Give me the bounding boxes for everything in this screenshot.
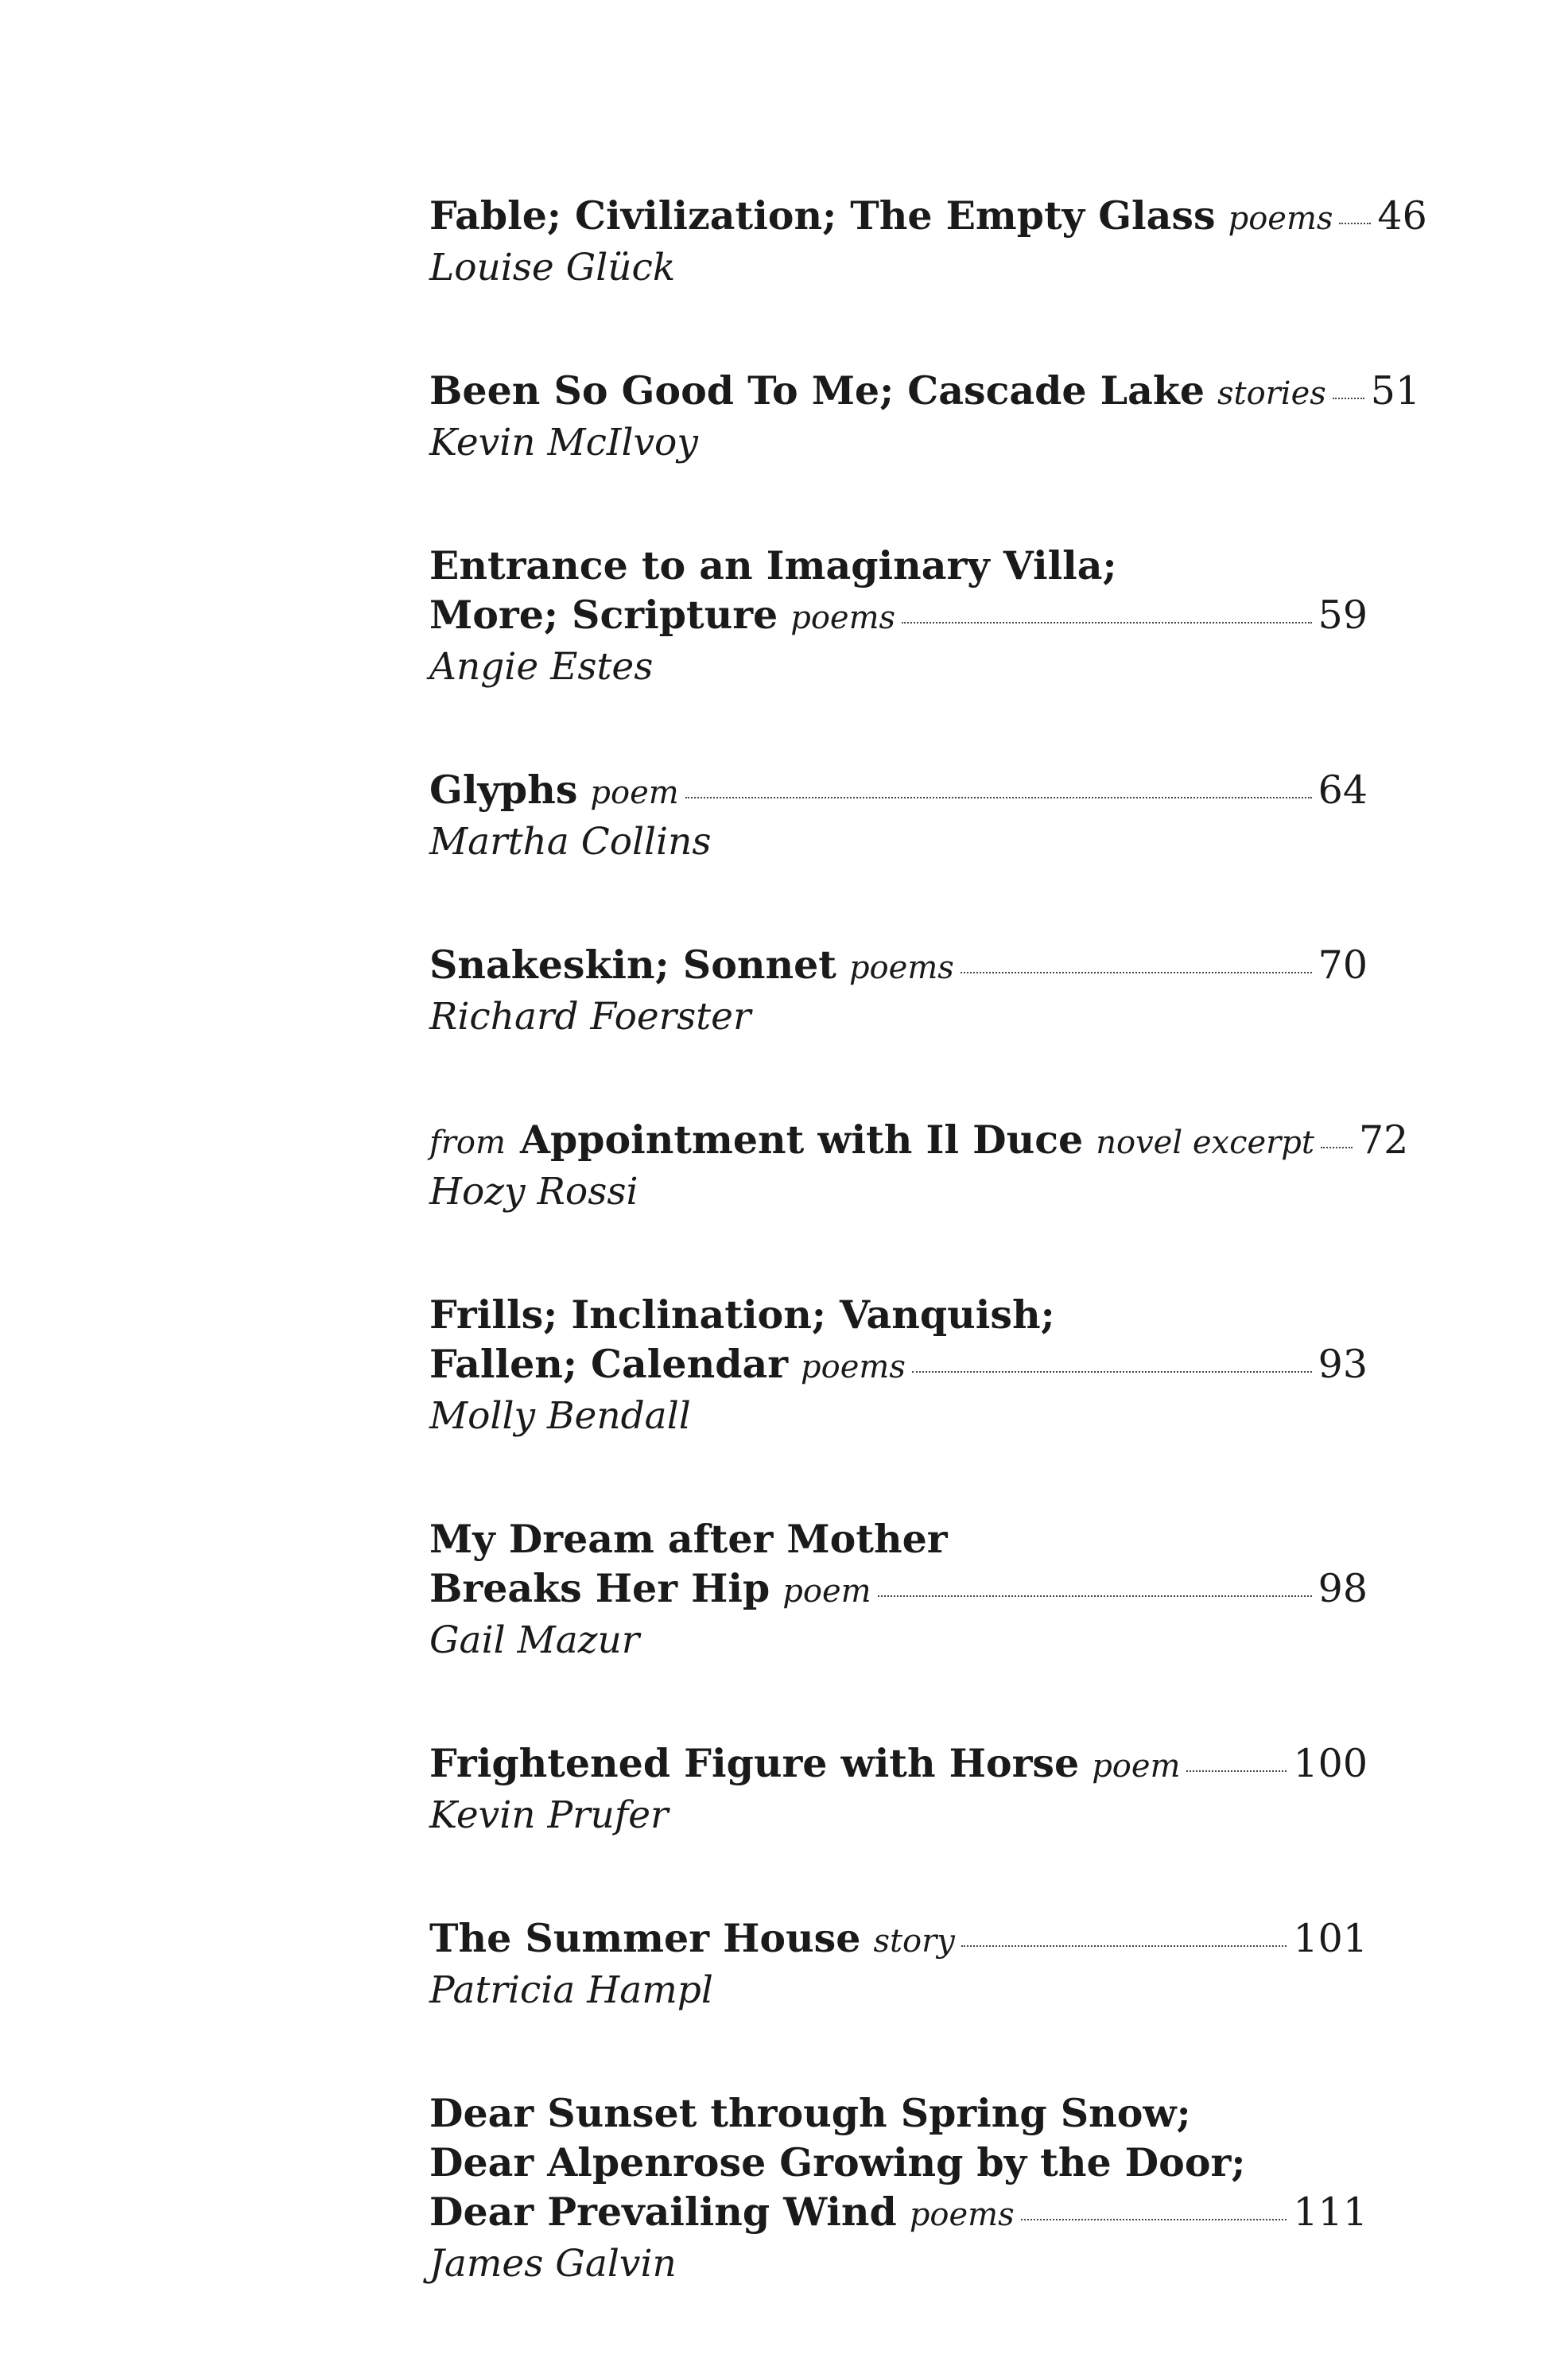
toc-entry (429, 1514, 1368, 1665)
toc-author: Richard Foerster (429, 995, 751, 1039)
toc-page-number: 72 (1358, 1117, 1409, 1163)
toc-title: The Summer House (429, 1915, 861, 1961)
toc-title-row (429, 590, 1368, 643)
toc-title: Fallen; Calendar (429, 1341, 789, 1387)
toc-page-number: 101 (1293, 1916, 1368, 1961)
toc-page-number: 51 (1370, 368, 1421, 414)
toc-title: Appointment with Il Duce (519, 1117, 1084, 1163)
toc-title: Frightened Figure with Horse (429, 1740, 1080, 1786)
toc-page-number: 64 (1318, 767, 1368, 813)
toc-author: Kevin McIlvoy (429, 421, 698, 464)
toc-entry (429, 1115, 1409, 1217)
toc-genre: poem (1092, 1748, 1181, 1785)
toc-page-number: 100 (1293, 1741, 1368, 1786)
dot-leader (878, 1595, 1312, 1597)
dot-leader (1021, 2219, 1287, 2220)
toc-entry (429, 1290, 1368, 1441)
toc-genre: story (873, 1923, 955, 1960)
toc-author: Martha Collins (429, 820, 712, 864)
dot-leader (912, 1371, 1312, 1373)
toc-entry (429, 366, 1421, 468)
toc-page-number: 59 (1318, 592, 1368, 638)
toc-page-number: 46 (1377, 193, 1427, 239)
dot-leader (1321, 1147, 1353, 1148)
toc-title: Fable; Civilization; The Empty Glass (429, 192, 1216, 239)
toc-title: Glyphs (429, 767, 578, 813)
toc-title: Dear Prevailing Wind (429, 2189, 897, 2235)
toc-genre: poems (801, 1349, 906, 1385)
toc-entry (429, 2088, 1368, 2289)
toc-title-line: Dear Sunset through Spring Snow; (429, 2090, 1191, 2136)
toc-title-row (429, 1115, 1409, 1167)
toc-title-line: Entrance to an Imaginary Villa; (429, 542, 1117, 589)
toc-genre: novel excerpt (1096, 1125, 1314, 1161)
toc-title: Breaks Her Hip (429, 1565, 770, 1611)
toc-page-number: 93 (1318, 1342, 1368, 1387)
toc-title-prefix: from (429, 1125, 506, 1161)
toc-title-row (429, 1738, 1368, 1791)
toc-page-number: 111 (1293, 2189, 1368, 2235)
toc-author: Kevin Prufer (429, 1793, 669, 1837)
toc-entry (429, 1913, 1368, 2015)
toc-genre: poems (1228, 200, 1333, 237)
toc-title-row (429, 2187, 1368, 2240)
toc-entry (429, 1738, 1368, 1840)
toc-title-row (429, 940, 1368, 993)
toc-author: Angie Estes (429, 645, 654, 689)
toc-genre: poem (590, 775, 679, 811)
toc-title-row (429, 1339, 1368, 1392)
toc-title-row (429, 366, 1421, 418)
toc-title: Snakeskin; Sonnet (429, 942, 836, 988)
table-of-contents (429, 191, 1427, 2362)
toc-entry (429, 765, 1368, 867)
toc-title-row (429, 1913, 1368, 1966)
toc-entry (429, 940, 1368, 1042)
toc-title-line: My Dream after Mother (429, 1516, 948, 1562)
toc-author: Molly Bendall (429, 1394, 691, 1438)
dot-leader (902, 622, 1312, 624)
toc-author: Patricia Hampl (429, 1968, 713, 2012)
toc-genre: poems (790, 600, 896, 636)
toc-page-number: 98 (1318, 1566, 1368, 1611)
dot-leader (961, 1945, 1287, 1947)
toc-genre: poems (848, 950, 954, 986)
toc-title-line: Dear Alpenrose Growing by the Door; (429, 2139, 1246, 2185)
toc-genre: poem (782, 1573, 871, 1610)
dot-leader (961, 972, 1312, 973)
toc-genre: stories (1217, 375, 1326, 412)
dot-leader (1186, 1770, 1287, 1772)
dot-leader (1333, 398, 1364, 399)
toc-title: Been So Good To Me; Cascade Lake (429, 367, 1205, 414)
toc-title-row (429, 191, 1427, 243)
toc-entry (429, 541, 1368, 692)
dot-leader (1339, 223, 1371, 224)
toc-page-number: 70 (1318, 942, 1368, 988)
toc-entry (429, 191, 1427, 293)
toc-title-line: Frills; Inclination; Vanquish; (429, 1292, 1055, 1338)
toc-author: Gail Mazur (429, 1618, 640, 1662)
dot-leader (685, 797, 1312, 798)
toc-author: Hozy Rossi (429, 1170, 638, 1214)
toc-author: James Galvin (429, 2242, 677, 2286)
toc-author: Louise Glück (429, 246, 676, 289)
toc-title: More; Scripture (429, 592, 778, 638)
toc-title-row (429, 1564, 1368, 1616)
toc-genre: poems (909, 2197, 1015, 2233)
toc-title-row (429, 765, 1368, 818)
